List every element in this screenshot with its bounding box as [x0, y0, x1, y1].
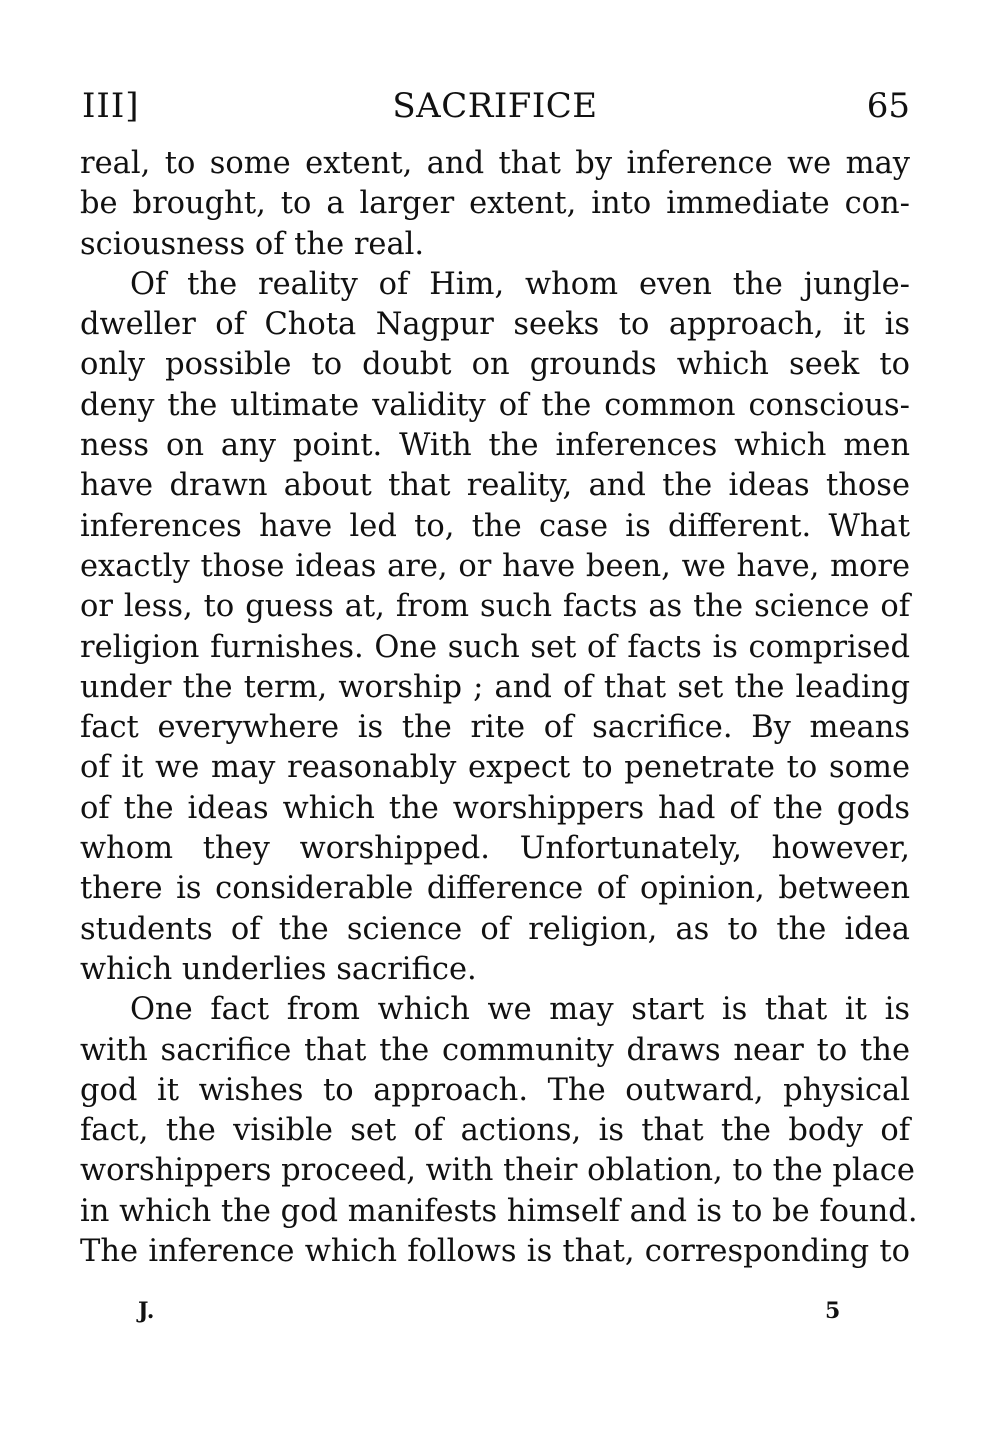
text-line: in which the god manifests himself and is to be found.	[80, 1193, 918, 1229]
text-line: fact everywhere is the rite of sacrifice. By means	[80, 710, 910, 746]
text-line: inferences have led to, the case is different. What	[80, 508, 910, 544]
text-line: dweller of Chota Nagpur seeks to approach, it is	[80, 307, 910, 343]
text-line: deny the ultimate validity of the common conscious-	[80, 387, 910, 423]
text-line: have drawn about that reality, and the ideas those	[80, 468, 910, 504]
signature-mark-left: J.	[138, 1298, 155, 1325]
text-line: religion furnishes. One such set of facts is comprised	[80, 629, 910, 665]
text-line: be brought, to a larger extent, into immediate con-	[80, 186, 910, 222]
signature-mark-right: 5	[825, 1298, 841, 1325]
text-line: whom they worshipped. Unfortunately, however,	[80, 831, 910, 867]
running-title: SACRIFICE	[392, 86, 598, 126]
text-line: students of the science of religion, as to the idea	[80, 911, 910, 947]
body-text	[80, 144, 918, 1272]
page-footer	[80, 1298, 910, 1334]
chapter-number: III]	[82, 86, 140, 126]
text-line: sciousness of the real.	[80, 226, 425, 262]
text-line: of the ideas which the worshippers had of the gods	[80, 790, 910, 826]
text-line: of it we may reasonably expect to penetrate to some	[80, 750, 910, 786]
text-line: Of the reality of Him, whom even the jungle-	[130, 266, 910, 302]
text-line: worshippers proceed, with their oblation, to the place	[80, 1153, 915, 1189]
book-page	[80, 82, 918, 1334]
text-line: The inference which follows is that, corresponding to	[80, 1234, 910, 1270]
text-line: god it wishes to approach. The outward, physical	[80, 1072, 910, 1108]
text-line: only possible to doubt on grounds which seek to	[80, 347, 910, 383]
text-line: under the term, worship ; and of that set the leading	[80, 669, 910, 705]
text-line: with sacrifice that the community draws near to the	[80, 1032, 910, 1068]
text-line: real, to some extent, and that by inference we may	[80, 146, 910, 181]
text-line: there is considerable difference of opinion, between	[80, 871, 910, 907]
running-head	[80, 82, 910, 130]
text-line: which underlies sacrifice.	[80, 951, 477, 987]
page-number: 65	[866, 86, 910, 126]
text-line: or less, to guess at, from such facts as the science of	[80, 589, 910, 625]
text-line: One fact from which we may start is that it is	[130, 992, 910, 1028]
text-line: fact, the visible set of actions, is that the body of	[80, 1113, 910, 1149]
text-line: exactly those ideas are, or have been, we have, more	[80, 548, 910, 584]
text-line: ness on any point. With the inferences which men	[80, 428, 910, 464]
